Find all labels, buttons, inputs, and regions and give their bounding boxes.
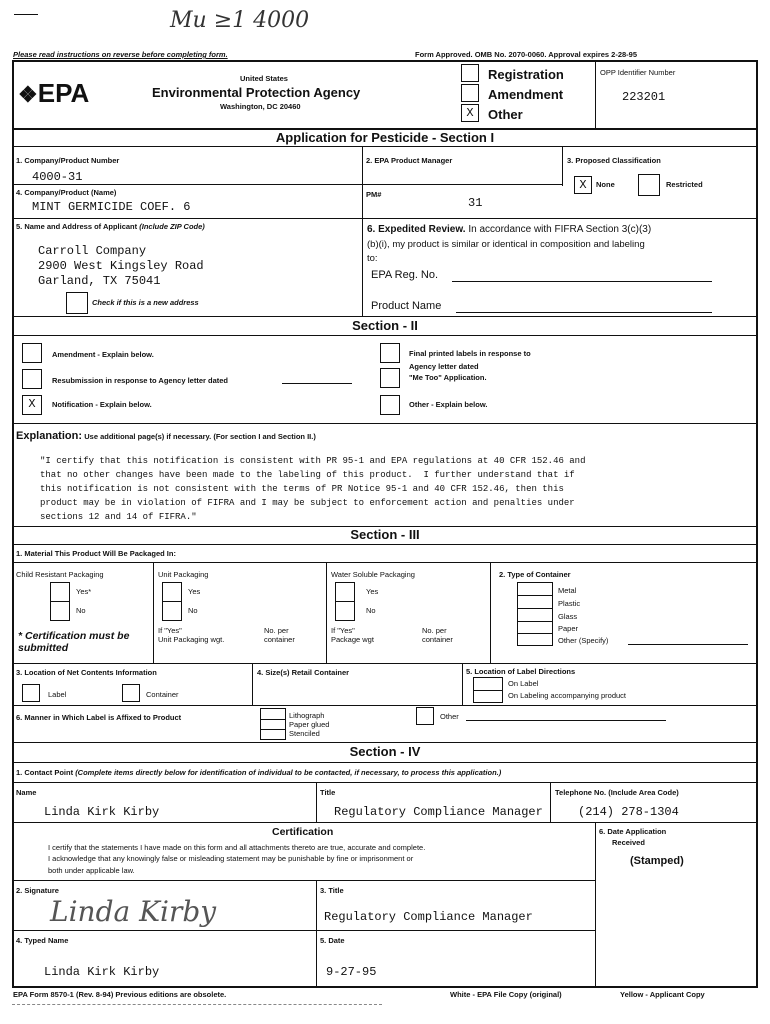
manner-label: 6. Manner in Which Label is Affixed to Product	[16, 713, 182, 722]
divider	[595, 822, 596, 988]
explanation-line-2: that no other changes have been made to the labeling of this product. I further understand that if	[40, 470, 575, 480]
container-glass: Glass	[558, 612, 578, 621]
manner-lithograph: Lithograph	[289, 711, 325, 720]
rule	[517, 621, 553, 622]
water-soluble-no-checkbox[interactable]	[335, 601, 355, 621]
rule	[260, 729, 286, 730]
rule	[12, 146, 758, 147]
child-resistant-yes-checkbox[interactable]	[50, 582, 70, 602]
cert-line-2: I acknowledge that any knowingly false or misleading statement may be punishable by fine or imprisonment or	[48, 854, 414, 863]
title3-label: 3. Title	[320, 886, 344, 895]
title-label: Title	[320, 788, 336, 797]
divider	[362, 146, 363, 218]
epa-reg-field[interactable]	[452, 281, 712, 282]
water-soluble-label: Water Soluble Packaging	[331, 570, 415, 579]
water-soluble-yes-label: Yes	[366, 587, 379, 596]
agency-address: Washington, DC 20460	[220, 102, 301, 111]
manner-other-label: Other	[440, 712, 459, 721]
resubmission-date-field[interactable]	[282, 383, 352, 384]
water-container: container	[422, 635, 453, 644]
rule	[12, 880, 595, 881]
epa-pm-label: 2. EPA Product Manager	[366, 156, 453, 165]
on-labeling: On Labeling accompanying product	[508, 691, 626, 700]
rule	[12, 822, 758, 823]
section4-title: Section - IV	[349, 744, 421, 759]
notification-label: Notification - Explain below.	[52, 400, 152, 409]
final-labels-checkbox[interactable]	[380, 343, 400, 363]
other-explain-checkbox[interactable]	[380, 395, 400, 415]
explanation-note: Use additional page(s) if necessary. (For section I and Section II.)	[84, 432, 316, 441]
cert-line-3: both under applicable law.	[48, 866, 135, 875]
unit-packaging-yes-label: Yes	[188, 587, 201, 596]
container-other: Other (Specify)	[558, 636, 609, 645]
divider	[252, 663, 253, 705]
name-label: Name	[16, 788, 37, 797]
rule	[12, 705, 758, 706]
instructions-note: Please read instructions on reverse before completing form.	[13, 50, 228, 59]
rule	[517, 608, 553, 609]
rule	[12, 184, 562, 185]
applicant-line-1: Carroll Company	[38, 244, 147, 258]
child-resistant-no-label: No	[76, 606, 86, 615]
rule	[12, 762, 758, 763]
certification-note: * Certification must be submitted	[18, 630, 130, 654]
date-label: 5. Date	[320, 936, 345, 945]
new-address-label: Check if this is a new address	[92, 298, 199, 307]
rule	[12, 316, 758, 317]
type-container-label: 2. Type of Container	[499, 570, 571, 579]
divider	[562, 146, 563, 186]
rule	[12, 423, 758, 424]
container-type-boxes[interactable]	[517, 582, 553, 646]
unit-packaging-no-checkbox[interactable]	[162, 601, 182, 621]
container-metal: Metal	[558, 586, 577, 595]
rule	[12, 544, 758, 545]
manner-stenciled: Stenciled	[289, 729, 320, 738]
form-approved: Form Approved. OMB No. 2070-0060. Approval expires 2-28-95	[415, 50, 638, 59]
rule	[12, 930, 595, 931]
manner-boxes[interactable]	[260, 708, 286, 740]
pm-value: 31	[468, 196, 483, 210]
divider	[316, 782, 317, 822]
net-label-checkbox[interactable]	[22, 684, 40, 702]
explanation-line-4: product may be in violation of FIFRA and I may be subject to enforcement action and penalties under	[40, 498, 575, 508]
water-soluble-yes-checkbox[interactable]	[335, 582, 355, 602]
stamped-note: (Stamped)	[630, 855, 684, 867]
section2-title: Section - II	[352, 318, 418, 333]
classification-restricted-checkbox[interactable]	[638, 174, 660, 196]
unit-no-per: No. per	[264, 626, 289, 635]
epa-reg-label: EPA Reg. No.	[371, 269, 439, 281]
net-contents-label: 3. Location of Net Contents Information	[16, 668, 157, 677]
section3-title: Section - III	[350, 527, 420, 542]
handwritten-annotation: Mu ≥1 4000	[170, 8, 310, 33]
classification-restricted-label: Restricted	[666, 180, 703, 189]
bottom-rule	[12, 1004, 382, 1005]
resubmission-label: Resubmission in response to Agency letter dated	[52, 376, 229, 385]
expedited-title	[367, 224, 651, 235]
divider	[550, 782, 551, 822]
title3-value: Regulatory Compliance Manager	[324, 910, 533, 924]
rule	[12, 742, 758, 743]
rule	[517, 595, 553, 596]
classification-none-checkbox[interactable]: X	[574, 176, 592, 194]
explanation-line-1: "I certify that this notification is consistent with PR 95-1 and EPA regulations at 40 CFR 152.46 and	[40, 456, 586, 466]
product-name2-field[interactable]	[456, 312, 712, 313]
opp-label: OPP Identifier Number	[600, 68, 676, 77]
resubmission-checkbox[interactable]	[22, 369, 42, 389]
child-resistant-yes-label: Yes*	[76, 587, 92, 596]
explanation-line-5: sections 12 and 14 of FIFRA."	[40, 512, 197, 522]
company-product-number: 4000-31	[32, 170, 83, 184]
applicant-label	[16, 222, 205, 231]
amendment-checkbox[interactable]	[461, 84, 479, 102]
date-received-label-2: Received	[612, 838, 645, 847]
on-label: On Label	[508, 679, 539, 688]
explanation-line-3: this notification is not consistent with the terms of PR Notice 95-1 and 40 CFR 152.46, then this	[40, 484, 564, 494]
title-value: Regulatory Compliance Manager	[334, 805, 543, 819]
opp-divider	[595, 60, 596, 128]
container-plastic: Plastic	[558, 599, 581, 608]
divider	[316, 880, 317, 988]
expedited-text-2: (b)(i), my product is similar or identical in composition and labeling	[367, 239, 645, 250]
registration-label: Registration	[488, 67, 564, 82]
contact-label: 1. Contact Point	[16, 768, 74, 777]
final-labels-label: Final printed labels in response to	[409, 349, 531, 358]
unit-packaging-label: Unit Packaging	[158, 570, 209, 579]
divider	[490, 562, 491, 663]
rule	[260, 719, 286, 720]
divider	[326, 562, 327, 663]
final-labels-line2: Agency letter dated	[409, 362, 479, 371]
manner-paper-glued: Paper glued	[289, 720, 330, 729]
divider	[362, 218, 363, 316]
expedited-text-1: In accordance with FIFRA Section 3(c)(3)	[468, 224, 652, 235]
net-label-option: Label	[48, 690, 67, 699]
top-rule	[14, 14, 38, 15]
label-directions-label: 5. Location of Label Directions	[466, 667, 576, 676]
manner-other-checkbox[interactable]	[416, 707, 434, 725]
date-received-label-1: 6. Date Application	[599, 827, 667, 836]
amendment-label: Amendment	[488, 87, 564, 102]
container-paper: Paper	[558, 624, 579, 633]
explanation-label: Explanation:	[16, 430, 83, 442]
rule	[12, 663, 758, 664]
epa-logo: ❖EPA	[18, 78, 90, 108]
rule	[12, 218, 758, 219]
other-type-checkbox[interactable]: X	[461, 104, 479, 122]
new-address-checkbox[interactable]	[66, 292, 88, 314]
classification-none-label: None	[596, 180, 615, 189]
rule	[473, 690, 503, 691]
product-name2-label: Product Name	[371, 300, 442, 312]
date-value: 9-27-95	[326, 965, 377, 979]
unit-if-yes: If "Yes"	[158, 626, 182, 635]
applicant-line-3: Garland, TX 75041	[38, 274, 161, 288]
unit-packaging-no-label: No	[188, 606, 198, 615]
water-soluble-no-label: No	[366, 606, 376, 615]
other-explain-label: Other - Explain below.	[409, 400, 488, 409]
water-no-per: No. per	[422, 626, 447, 635]
rule	[12, 782, 758, 783]
divider	[462, 663, 463, 705]
manner-other-field[interactable]	[466, 720, 666, 721]
cert-title: Certification	[272, 826, 334, 838]
rule	[12, 335, 758, 336]
child-resistant-label: Child Resistant Packaging	[16, 570, 104, 579]
united-states: United States	[240, 74, 288, 83]
phone-label: Telephone No. (Include Area Code)	[555, 788, 679, 797]
net-container-option: Container	[146, 690, 179, 699]
signature-label: 2. Signature	[16, 886, 59, 895]
section1-title: Application for Pesticide - Section I	[275, 130, 495, 145]
product-name: MINT GERMICIDE COEF. 6	[32, 200, 191, 214]
product-name-label: 4. Company/Product (Name)	[16, 188, 117, 197]
water-if-yes: If "Yes"	[331, 626, 355, 635]
notification-checkbox[interactable]: X	[22, 395, 42, 415]
unit-packaging-wgt: Unit Packaging wgt.	[158, 635, 225, 644]
me-too-label: "Me Too" Application.	[409, 373, 487, 382]
applicant-label-note: (Include ZIP Code)	[139, 222, 205, 231]
unit-container: container	[264, 635, 295, 644]
rule	[517, 633, 553, 634]
expedited-heading: 6. Expedited Review.	[367, 224, 466, 235]
divider	[153, 562, 154, 663]
material-label: 1. Material This Product Will Be Packaged In:	[16, 549, 176, 558]
other-type-label: Other	[488, 107, 523, 122]
applicant-label-text: 5. Name and Address of Applicant	[16, 222, 138, 231]
cert-line-1: I certify that the statements I have made on this form and all attachments thereto are true, accurate and complete.	[48, 843, 426, 852]
yellow-copy: Yellow - Applicant Copy	[620, 990, 705, 999]
me-too-checkbox[interactable]	[380, 368, 400, 388]
expedited-text-3: to:	[367, 253, 378, 264]
registration-checkbox[interactable]	[461, 64, 479, 82]
typed-name-label: 4. Typed Name	[16, 936, 69, 945]
child-resistant-no-checkbox[interactable]	[50, 601, 70, 621]
contact-header	[16, 768, 501, 777]
net-container-checkbox[interactable]	[122, 684, 140, 702]
amendment-explain-label: Amendment - Explain below.	[52, 350, 154, 359]
company-product-number-label: 1. Company/Product Number	[16, 156, 120, 165]
classification-label: 3. Proposed Classification	[567, 156, 661, 165]
container-other-field[interactable]	[628, 644, 748, 645]
agency-name: Environmental Protection Agency	[152, 85, 361, 100]
unit-packaging-yes-checkbox[interactable]	[162, 582, 182, 602]
form-number: EPA Form 8570-1 (Rev. 8-94) Previous editions are obsolete.	[13, 990, 227, 999]
applicant-line-2: 2900 West Kingsley Road	[38, 259, 204, 273]
epa-seal-icon: ❖	[18, 82, 38, 107]
phone-value: (214) 278-1304	[578, 805, 679, 819]
white-copy: White - EPA File Copy (original)	[450, 990, 562, 999]
amendment-explain-checkbox[interactable]	[22, 343, 42, 363]
sizes-label: 4. Size(s) Retail Container	[257, 668, 350, 677]
explanation-header	[16, 430, 316, 442]
contact-note: (Complete items directly below for identification of individual to be contacted, if necessary, to process this application.)	[75, 768, 502, 777]
pm-label: PM#	[366, 190, 382, 199]
rule	[12, 562, 758, 563]
name-value: Linda Kirk Kirby	[44, 805, 160, 819]
signature: Linda Kirby	[50, 895, 217, 928]
opp-value: 223201	[622, 90, 666, 104]
water-package-wgt: Package wgt	[331, 635, 374, 644]
typed-name-value: Linda Kirk Kirby	[44, 965, 160, 979]
